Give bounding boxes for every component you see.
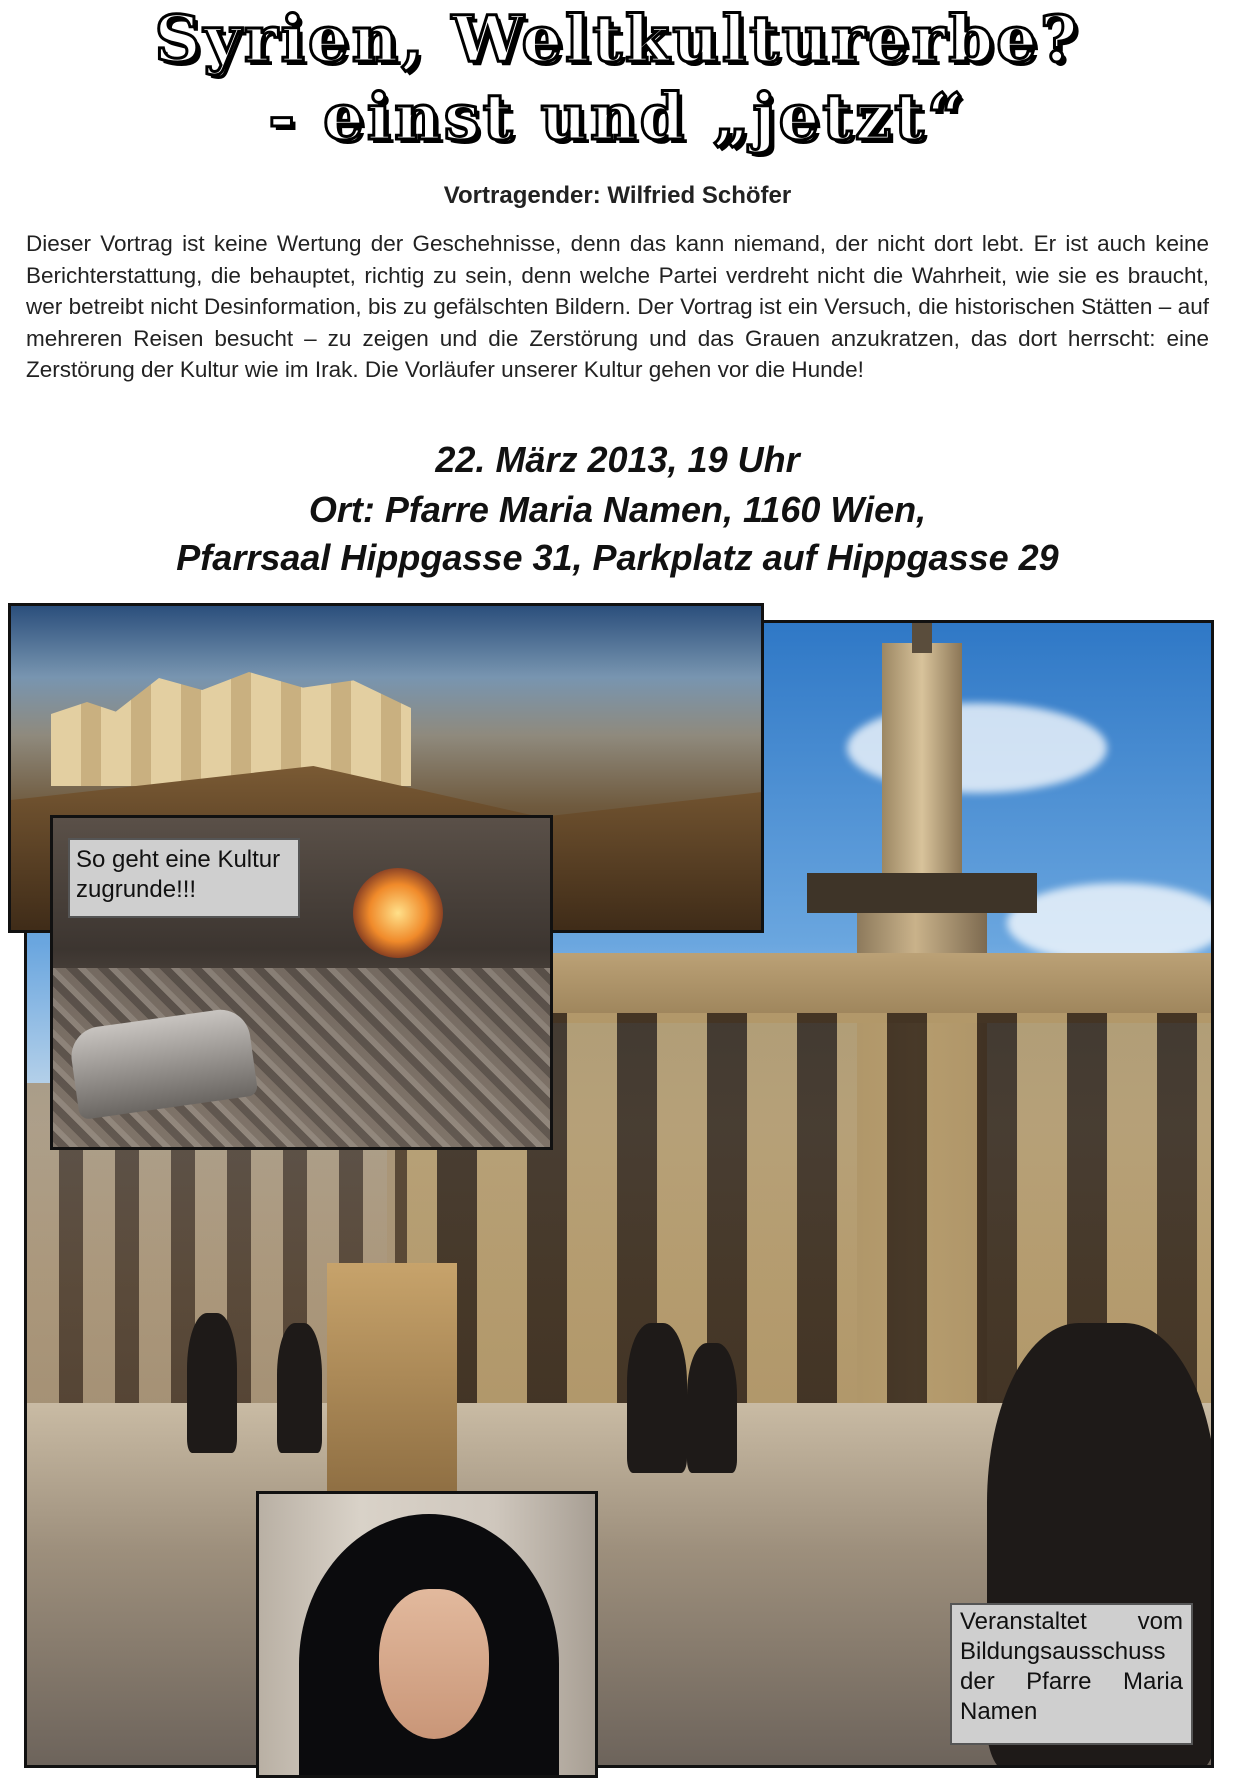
fire-shape [353,868,443,958]
minaret-balcony-shape [807,873,1037,913]
person-silhouette [627,1323,687,1473]
person-silhouette [687,1343,737,1473]
event-location: Ort: Pfarre Maria Namen, 1160 Wien, [308,489,927,530]
castle-walls-shape [51,666,411,786]
minaret-spire-shape [912,620,932,653]
event-date-time: 22. März 2013, 19 Uhr [435,439,800,480]
title-line-2: - einst und „jetzt“ [268,80,967,155]
destruction-caption: So geht eine Kultur zugrunde!!! [68,838,300,918]
intro-paragraph: Dieser Vortrag ist keine Wertung der Geschehnisse, denn das kann niemand, der nicht dort lebt. Er ist auch keine Berichterstattung, die behauptet, richtig zu sein, denn welche Partei verdreht nicht die Wahrheit, wie sie es braucht, wer betreibt nicht Desinformation, bis zu gefälschten Bildern. Der Vortrag ist ein Versuch, die historischen Stätten – auf mehreren Reisen besucht – zu zeigen und die Zerstörung und das Grauen anzukratzen, das dort herrscht: eine Zerstörung der Kultur wie im Irak. Die Vorläufer unserer Kultur gehen vor die Hunde! [26,231,1209,382]
event-venue: Pfarrsaal Hippgasse 31, Parkplatz auf Hippgasse 29 [176,537,1059,578]
person-silhouette [277,1323,322,1453]
cloud-shape [1007,883,1214,963]
person-silhouette [187,1313,237,1453]
fountain-pavilion-shape [327,1263,457,1493]
woman-portrait-photo [256,1491,598,1778]
minaret-top-shape [882,643,962,883]
face-shape [379,1589,489,1739]
organizer-caption: Veranstaltet vom Bildungsausschuss der Pfarre Maria Namen [950,1603,1193,1745]
speaker: Vortragender: Wilfried Schöfer [443,182,792,209]
title-line-1: Syrien, Weltkulturerbe? [154,2,1081,77]
